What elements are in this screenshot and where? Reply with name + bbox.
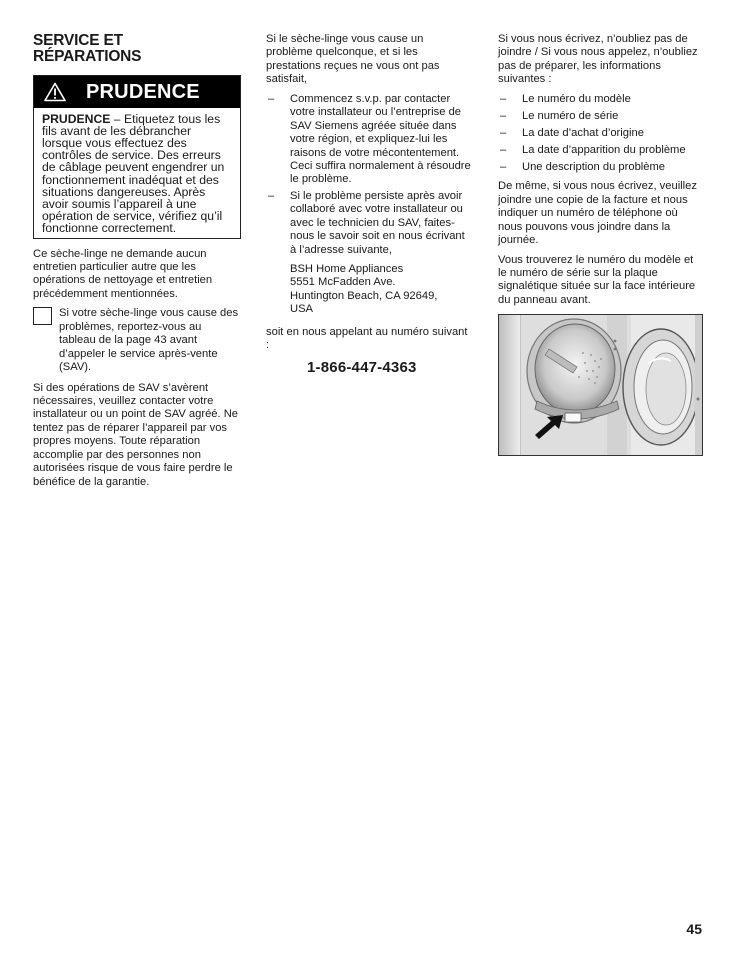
address-line: BSH Home Appliances bbox=[290, 263, 404, 275]
caution-box bbox=[33, 75, 241, 239]
complaint-steps bbox=[266, 93, 472, 257]
caution-body bbox=[34, 108, 240, 238]
invoice-paragraph: De même, si vous nous écrivez, veuillez joindre une copie de la facture et nous indiquer un numéro de téléphone où nous pouvons vous joindre dans la journée. bbox=[498, 180, 697, 247]
call-text: soit en nous appelant au numéro suivant : bbox=[266, 325, 468, 352]
service-paragraph: Si des opérations de SAV s’avèrent nécessaires, veuillez contacter votre installateur ou un point de SAV agréé. Ne tentez pas de réparer l’appareil par vos propres moyens. Toute réparation accomplie par des personnes non autorisées risque de vous faire perdre le bénéfice de la garantie. bbox=[33, 381, 239, 488]
serial-location-paragraph: Vous trouverez le numéro du modèle et le numéro de série sur la plaque signalétique située sur la face intérieure du panneau avant. bbox=[498, 253, 696, 306]
caution-header bbox=[34, 76, 240, 108]
dryer-open-door-illustration bbox=[498, 314, 703, 456]
checkbox-square bbox=[33, 307, 52, 325]
maintenance-paragraph: Ce sèche-linge ne demande aucun entretien particulier autre que les opérations de nettoyage et entretien précédemment mentionnées. bbox=[33, 247, 213, 300]
address-line: USA bbox=[290, 303, 314, 316]
column-3 bbox=[498, 33, 703, 456]
list-item: – La date d’achat d’origine bbox=[498, 127, 703, 140]
address-line: Huntington Beach, CA 92649, bbox=[290, 289, 438, 302]
list-item: – Une description du problème bbox=[498, 161, 703, 174]
section-title-line2: RÉPARATIONS bbox=[33, 48, 142, 66]
section-title bbox=[33, 33, 241, 66]
info-intro: Si vous nous écrivez, n’oubliez pas de joindre / Si vous nous appelez, n’oubliez pas de préparer, les informations suivantes : bbox=[498, 33, 698, 86]
list-item: – La date d’apparition du problème bbox=[498, 144, 703, 157]
caution-text: – Etiquetez tous les fils avant de les débrancher lorsque vous effectuez des contrôles de service. Des erreurs de câblage peuvent engendrer un fonctionnement inadéquat et des situations dangereuses. Après avoir soumis l’appareil à une opération de service, vérifiez qu’il fonctionne correctement. bbox=[42, 111, 225, 236]
troubleshooting-note bbox=[33, 307, 241, 374]
troubleshooting-text: Si votre sèche-linge vous cause des problèmes, reportez-vous au tableau de la page 43 avant d’appeler le service après-vente (SAV). bbox=[59, 307, 239, 374]
section-title-line1: SERVICE ET bbox=[33, 32, 123, 49]
caution-label: PRUDENCE bbox=[42, 111, 111, 126]
mailing-address bbox=[266, 263, 472, 317]
page-number: 45 bbox=[686, 921, 702, 937]
column-2 bbox=[266, 33, 472, 377]
column-1 bbox=[33, 33, 241, 495]
warning-triangle-icon bbox=[44, 82, 66, 102]
dryer-illustration-svg bbox=[499, 315, 702, 455]
list-item: – Commencez s.v.p. par contacter votre installateur ou l’entreprise de SAV Siemens agréée située dans votre région, et expliquez-lui les raisons de votre mécontentement. Ceci suffira normalement à résoudre le problème. bbox=[266, 93, 472, 187]
info-list bbox=[498, 93, 703, 175]
complaint-intro: Si le sèche-linge vous cause un problème quelconque, et si les prestations reçues ne vous ont pas satisfait, bbox=[266, 33, 440, 86]
caution-heading: PRUDENCE bbox=[86, 80, 200, 103]
address-line: 5551 McFadden Ave. bbox=[290, 276, 396, 289]
list-item: – Si le problème persiste après avoir collaboré avec votre installateur ou avec le technicien du SAV, faites-nous le savoir soit en nous écrivant à l’adresse suivante, bbox=[266, 190, 472, 257]
list-item: – Le numéro de série bbox=[498, 110, 703, 123]
list-item: – Le numéro du modèle bbox=[498, 93, 703, 106]
phone-number: 1-866-447-4363 bbox=[307, 358, 417, 376]
